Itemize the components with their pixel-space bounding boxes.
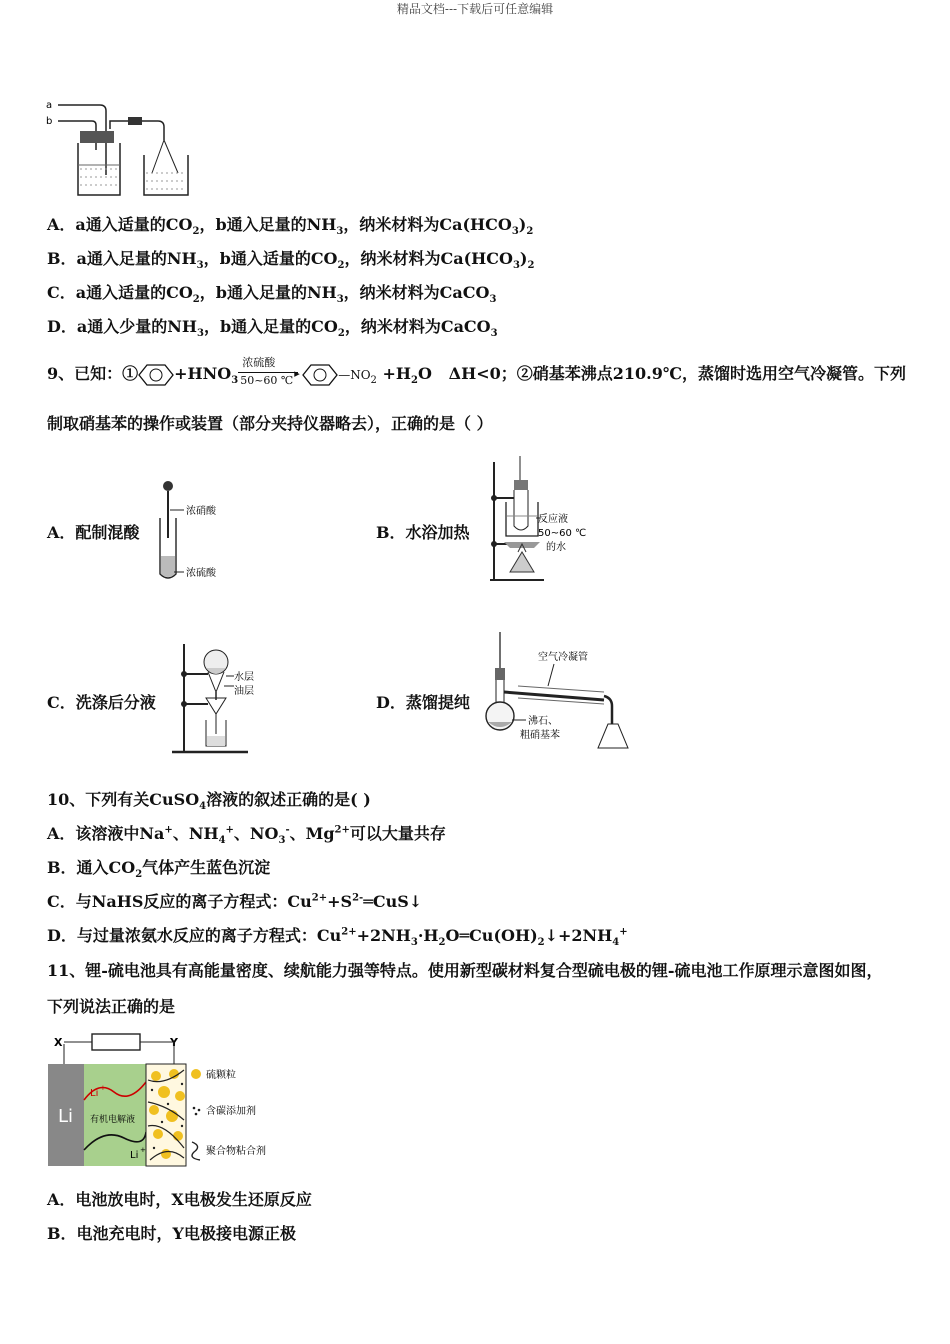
svg-text:Li: Li xyxy=(130,1150,139,1161)
gas-apparatus-figure xyxy=(40,95,200,205)
svg-text:X: X xyxy=(54,1036,63,1049)
svg-text:Li: Li xyxy=(90,1088,99,1099)
q8-option-d: D．a通入少量的$NH_3$，b通入足量的$CO_2$，纳米材料为CaCO$_3$ xyxy=(47,317,498,340)
q9-option-c: C．洗涤后分液 xyxy=(47,693,156,712)
q9-stem-line1: 9、已知：① $+HNO_3$ 浓硫酸 ▸ 50~60 ℃ $—NO_2 +H_2O$ ΔH<0；②硝基苯沸点210.9℃，蒸馏时选用空气冷凝管。下列 xyxy=(47,355,907,387)
svg-text:Y: Y xyxy=(170,1036,178,1049)
q10-option-a: A．该溶液中Na+、$NH_4^+$、$NO_3^-$、$Mg^{2+}$可以大量共存 xyxy=(47,824,446,847)
q10-option-b: B．通入$CO_2$气体产生蓝色沉淀 xyxy=(47,858,271,881)
svg-text:浓硝酸: 浓硝酸 xyxy=(186,506,216,517)
nitrobenzene-ring-icon xyxy=(302,364,338,386)
svg-text:反应液: 反应液 xyxy=(538,514,568,525)
svg-text:的水: 的水 xyxy=(546,542,566,553)
reaction-arrow: 浓硫酸 ▸ 50~60 ℃ xyxy=(240,355,300,387)
q10-stem: 10、下列有关CuSO$_4$溶液的叙述正确的是( ) xyxy=(47,790,371,813)
svg-text:沸石、: 沸石、 xyxy=(528,716,558,727)
q10-option-d: D．与过量浓氨水反应的离子方程式：$Cu^{2+}+2NH_3\cdot H_2O═Cu(OH)_2↓+2NH_4^+$ xyxy=(47,926,628,949)
svg-text:油层: 油层 xyxy=(234,686,254,697)
q9-option-a: A．配制混酸 xyxy=(47,523,140,542)
svg-text:50~60 ℃: 50~60 ℃ xyxy=(538,528,587,539)
q11-stem-line2: 下列说法正确的是 xyxy=(47,997,176,1016)
q10-option-c: C．与NaHS反应的离子方程式：$Cu^{2+}+S^{2-}═CuS↓$ xyxy=(47,892,423,911)
q11-option-a: A．电池放电时，X电极发生还原反应 xyxy=(47,1190,312,1209)
distillation-figure xyxy=(478,628,646,758)
svg-text:聚合物粘合剂: 聚合物粘合剂 xyxy=(206,1146,266,1157)
svg-text:空气冷凝管: 空气冷凝管 xyxy=(538,652,588,663)
q9-option-b: B．水浴加热 xyxy=(376,523,470,542)
svg-text:+: + xyxy=(100,1084,106,1092)
svg-text:水层: 水层 xyxy=(234,672,254,683)
svg-text:含碳添加剂: 含碳添加剂 xyxy=(206,1106,256,1117)
page-header: 精品文档---下载后可任意编辑 xyxy=(396,2,554,16)
q8-option-a: A．a通入适量的$CO_2$，b通入足量的$NH_3$，纳米材料为$Ca(HCO_3)_2$ xyxy=(47,215,534,238)
benzene-ring-icon xyxy=(138,364,174,386)
q8-option-b: B．a通入足量的$NH_3$，b通入适量的$CO_2$，纳米材料为$Ca(HCO_3)_2$ xyxy=(47,249,535,272)
gas-label-b: b xyxy=(46,116,53,127)
mixing-acid-figure xyxy=(150,478,230,583)
q8-option-c: C．a通入适量的$CO_2$，b通入足量的$NH_3$，纳米材料为CaCO$_3$ xyxy=(47,283,497,306)
q11-stem-line1: 11、锂-硫电池具有高能量密度、续航能力强等特点。使用新型碳材料复合型硫电极的锂-硫电池工作原理示意图如图， xyxy=(47,961,883,980)
svg-text:有机电解液: 有机电解液 xyxy=(90,1115,136,1125)
svg-text:粗硝基苯: 粗硝基苯 xyxy=(520,730,560,741)
q9-stem-line2: 制取硝基苯的操作或装置（部分夹持仪器略去），正确的是（ ） xyxy=(47,414,493,433)
li-s-battery-figure xyxy=(44,1030,294,1170)
water-bath-figure xyxy=(478,452,598,584)
gas-label-a: a xyxy=(46,100,53,111)
q11-option-b: B．电池充电时，Y电极接电源正极 xyxy=(47,1224,296,1243)
q9-option-d: D．蒸馏提纯 xyxy=(376,693,470,712)
svg-text:硫颗粒: 硫颗粒 xyxy=(206,1070,236,1081)
li-electrode-label: Li xyxy=(58,1106,74,1127)
svg-text:浓硫酸: 浓硫酸 xyxy=(186,568,216,579)
separatory-funnel-figure xyxy=(168,636,268,756)
svg-text:+: + xyxy=(140,1146,146,1154)
